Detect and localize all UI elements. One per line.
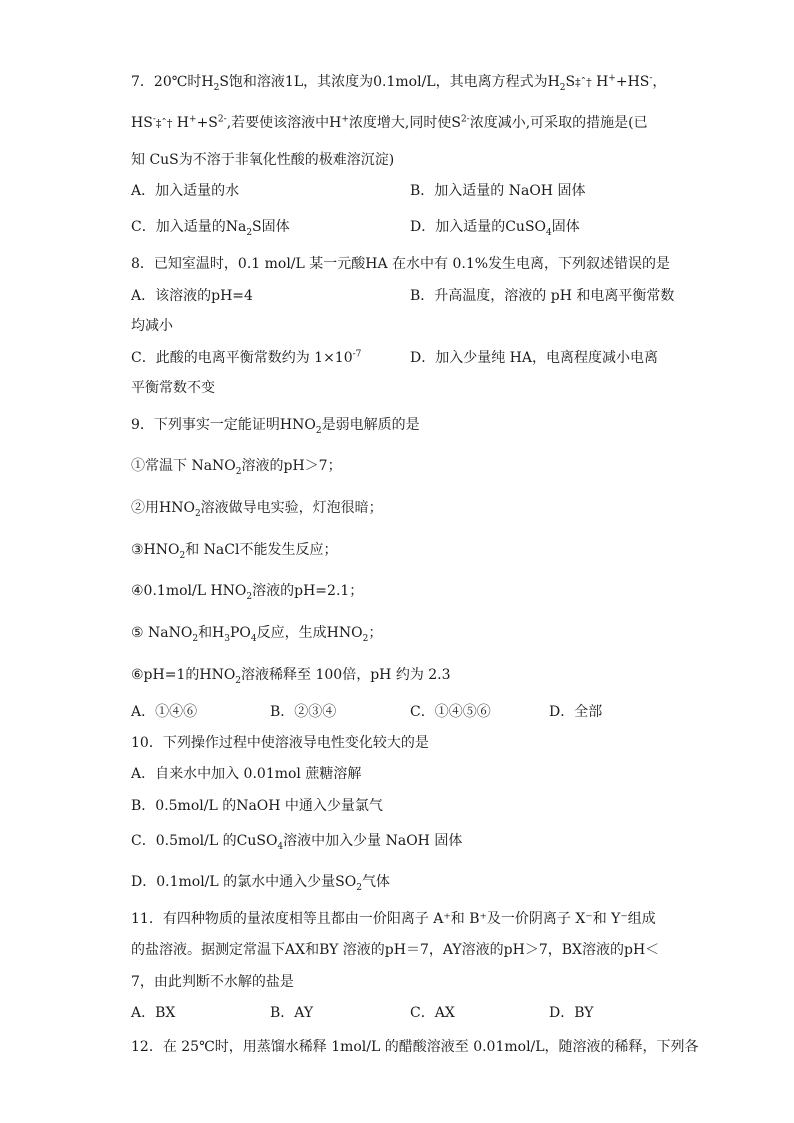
q10-stem: 10．下列操作过程中使溶液导电性变化较大的是	[131, 735, 429, 751]
q7-option-b: B．加入适量的 NaOH 固体	[410, 183, 586, 199]
q8-option-c: C．此酸的电离平衡常数约为 $1\times 10^{-7}$	[131, 349, 362, 366]
q7-option-c: C．加入适量的$Na_2S$固体	[131, 219, 290, 238]
q7-line-1: 7．20℃时$H_2S$饱和溶液1L，其浓度为0.1mol/L，其电离方程式为$H_2S\ddagger ˆ\dagger$ H++HS-，	[131, 73, 667, 93]
q9-option-b: B．②③④	[270, 704, 337, 720]
q9-option-c: C．①④⑤⑥	[410, 704, 491, 720]
q8-option-b-line-1: B．升高温度，溶液的 pH 和电离平衡常数	[410, 288, 675, 304]
q9-option-a: A．①④⑥	[131, 704, 198, 720]
q7-option-d: D．加入适量的CuSO$_4$固体	[410, 219, 580, 238]
q7-option-a: A．加入适量的水	[131, 183, 240, 199]
q10-option-a: A．自来水中加入 0.01mol 蔗糖溶解	[131, 766, 362, 782]
q7-line-2: HS-‡ˆ† $H^++S^{2-}$,若要使该溶液中H+浓度增大,同时使$S^{2-}$浓度减小,可采取的措施是(已	[131, 114, 648, 131]
q10-option-c: C．0.5mol/L 的CuSO$_4$溶液中加入少量 NaOH 固体	[131, 833, 463, 852]
q11-line-3: 7，由此判断不水解的盐是	[131, 974, 294, 990]
q7-line-3: 知 CuS为不溶于非氧化性酸的极难溶沉淀)	[131, 152, 395, 168]
q9-item-2: ②用$HNO_2$溶液做导电实验，灯泡很暗；	[131, 500, 383, 519]
q12-line-1: 12．在 25℃时，用蒸馏水稀释 1mol/L 的醋酸溶液至 0.01mol/L，随溶液的稀释，下列各	[131, 1039, 699, 1055]
equilibrium-arrow: ‡ˆ†	[155, 117, 173, 130]
q9-option-d: D．全部	[549, 704, 603, 720]
q11-option-c: C．AX	[410, 1005, 455, 1021]
q11-option-a: A．BX	[131, 1005, 176, 1021]
q8-stem: 8．已知室温时，0.1 mol/L 某一元酸HA 在水中有 0.1%发生电离，下列叙述错误的是	[131, 256, 671, 272]
q9-stem: 9．下列事实一定能证明$HNO_2$是弱电解质的是	[131, 417, 420, 436]
q9-item-5: ⑤ NaNO$_2$和$H_3PO_4$反应，生成$HNO_2$；	[131, 625, 383, 644]
q9-item-3: $③HNO_2$和 NaCl不能发生反应；	[131, 542, 338, 561]
q10-option-d: D．0.1mol/L 的氯水中通入少量$SO_2$气体	[131, 874, 390, 893]
q9-item-1: ①常温下 NaNO$_2$溶液的pH＞7；	[131, 458, 342, 477]
q11-option-b: B．AY	[270, 1005, 314, 1021]
q11-line-2: 的盐溶液。据测定常温下AX和BY 溶液的pH＝7，AY溶液的pH＞7，BX溶液的pH＜	[131, 942, 660, 958]
q8-option-d-line-2: 平衡常数不变	[131, 380, 215, 396]
q8-option-d-line-1: D．加入少量纯 HA，电离程度减小电离	[410, 350, 658, 366]
q8-option-b-line-2: 均减小	[131, 318, 173, 334]
q10-option-b: B．0.5mol/L 的NaOH 中通入少量氯气	[131, 798, 383, 814]
q8-option-a: A．该溶液的pH=4	[131, 288, 253, 304]
q11-line-1: 11．有四种物质的量浓度相等且都由一价阳离子 A⁺和 B⁺及一价阴离子 X⁻和 Y⁻组成	[131, 911, 656, 927]
q9-item-4: ④0.1mol/L $HNO_2$溶液的pH=2.1；	[131, 583, 364, 602]
q11-option-d: D．BY	[549, 1005, 594, 1021]
equilibrium-arrow: ‡ˆ†	[575, 76, 592, 89]
q9-item-6: ⑥pH=1的$HNO_2$溶液稀释至 100倍，pH 约为 2.3	[131, 667, 451, 686]
